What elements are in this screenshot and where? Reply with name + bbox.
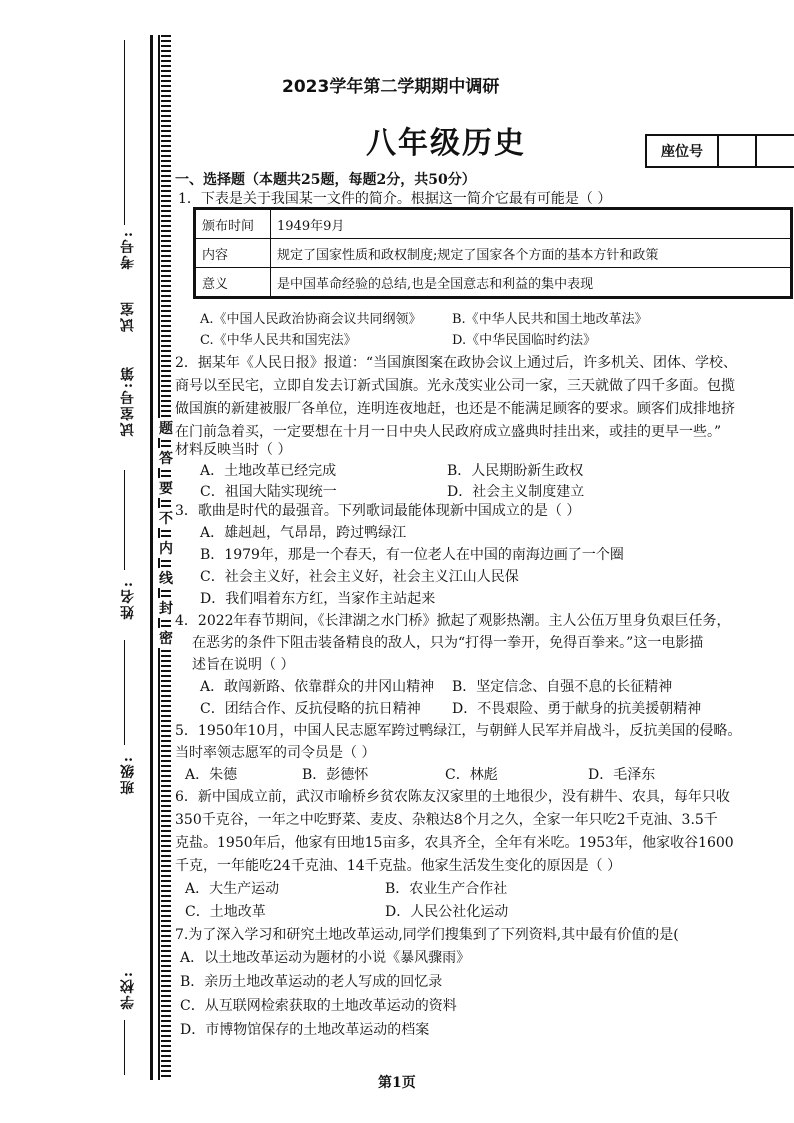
q3-option-c[interactable]: C．社会主义好，社会主义好，社会主义江山人民保 <box>200 569 519 585</box>
seal-char-7: 封 <box>155 598 177 618</box>
seat-number-label-cell: 座位号 <box>647 136 719 166</box>
q5-option-a[interactable]: A．朱德 <box>185 767 238 783</box>
q4-option-c[interactable]: C．团结合作、反抗侵略的抗日精神 <box>200 701 421 717</box>
page-number: 第1页 <box>378 1075 416 1091</box>
q4-option-b[interactable]: B．坚定信念、自强不息的长征精神 <box>452 679 673 695</box>
q6-option-b[interactable]: B．农业生产合作社 <box>385 881 508 897</box>
q6-line-3: 克盐。1950年后，他家有田地15亩多，农具齐全，全年有米吃。1953年，他家收谷1600 <box>175 835 734 851</box>
table-row <box>195 209 792 239</box>
q2-option-d[interactable]: D．社会主义制度建立 <box>447 484 585 500</box>
q3-option-a[interactable]: A．雄赳赳，气昂昂，跨过鸭绿江 <box>200 525 407 541</box>
seat-number-label: 试室号:第 <box>120 365 136 437</box>
q4-option-d[interactable]: D．不畏艰险、勇于献身的抗美援朝精神 <box>452 701 702 717</box>
room-label: 试室 <box>120 300 136 332</box>
table-value: 1949年9月 <box>271 209 792 239</box>
q2-option-a[interactable]: A．土地改革已经完成 <box>200 463 337 479</box>
table-key: 颁布时间 <box>195 209 271 239</box>
q2-option-c[interactable]: C．祖国大陆实现统一 <box>200 484 337 500</box>
q6-line-1: 6．新中国成立前，武汉市喻桥乡贫农陈友汉家里的土地很少，没有耕牛、农具，每年只收 <box>175 789 730 805</box>
q1-option-c[interactable]: C.《中华人民共和国宪法》 <box>200 333 357 348</box>
table-key: 意义 <box>195 268 271 298</box>
exam-id-line <box>124 40 125 225</box>
seal-char-1: 题 <box>155 418 177 438</box>
school-label: 学校: <box>120 970 136 1010</box>
school-line <box>124 1020 125 1075</box>
seal-char-5: 内 <box>155 538 177 558</box>
seat-number-cell-2[interactable] <box>757 136 793 166</box>
binding-line-outer <box>150 35 153 1080</box>
q2-line-5: 材料反映当时（ ） <box>175 442 292 458</box>
q1-option-d[interactable]: D.《中华民国临时约法》 <box>452 333 597 348</box>
q5-line-1: 5．1950年10月，中国人民志愿军跨过鸭绿江，与朝鲜人民军并肩战斗，反抗美国的侵略。 <box>175 723 742 739</box>
section-heading: 一、选择题（本题共25题，每题2分，共50分） <box>175 172 476 188</box>
q4-line-1: 4．2022年春节期间，《长津湖之水门桥》掀起了观影热潮。主人公伍万里身负艰巨任务， <box>175 613 731 629</box>
class-line <box>124 640 125 745</box>
q1-option-a[interactable]: A.《中国人民政治协商会议共同纲领》 <box>200 312 422 327</box>
table-key: 内容 <box>195 239 271 268</box>
q5-option-d[interactable]: D．毛泽东 <box>588 767 656 783</box>
name-line <box>124 470 125 570</box>
q3-option-d[interactable]: D．我们唱着东方红，当家作主站起来 <box>200 591 436 607</box>
seat-number-cell-1[interactable] <box>719 136 757 166</box>
q2-line-3: 做国旗的新建被服厂各单位，连明连夜地赶，也还是不能满足顾客的要求。顾客们成排地挤 <box>175 401 735 417</box>
q1-option-b[interactable]: B.《中华人民共和国土地改革法》 <box>452 312 648 327</box>
seal-char-3: 要 <box>155 478 177 498</box>
seat-number-box <box>645 134 794 168</box>
table-row <box>195 268 792 298</box>
q3-stem: 3．歌曲是时代的最强音。下列歌词最能体现新中国成立的是（ ） <box>175 503 581 519</box>
q6-option-c[interactable]: C．土地改革 <box>185 904 266 920</box>
q6-option-a[interactable]: A．大生产运动 <box>185 881 280 897</box>
table-value: 是中国革命经验的总结,也是全国意志和利益的集中表现 <box>271 268 792 298</box>
q4-line-3: 述旨在说明（ ） <box>192 657 295 673</box>
q6-line-4: 千克，一年能吃24千克油、14千克盐。他家生活发生变化的原因是（ ） <box>175 858 622 874</box>
table-value: 规定了国家性质和政权制度;规定了国家各个方面的基本方针和政策 <box>271 239 792 268</box>
q2-line-1: 2．据某年《人民日报》报道：“当国旗图案在政协会议上通过后，许多机关、团体、学校、 <box>175 355 738 371</box>
table-row <box>195 239 792 268</box>
seal-char-4: 不 <box>155 508 177 528</box>
q6-line-2: 350千克谷，一年之中吃野菜、麦皮、杂粮达8个月之久，全家一年只吃2千克油、3.5千 <box>175 812 718 828</box>
q1-stem: 1．下表是关于我国某一文件的简介。根据这一简介它最有可能是（ ） <box>178 191 612 207</box>
seal-char-8: 密 <box>155 628 177 648</box>
q5-option-b[interactable]: B．彭德怀 <box>302 767 369 783</box>
q7-option-d[interactable]: D．市博物馆保存的土地改革运动的档案 <box>180 1022 430 1038</box>
name-label: 姓名: <box>120 580 136 620</box>
seal-char-6: 线 <box>155 568 177 588</box>
q2-line-4: 在门前急着买，一定要想在十月一日中央人民政府成立盛典时挂出来，或挂的更早一些。” <box>175 424 722 440</box>
q1-info-table <box>193 207 793 299</box>
q5-line-2: 当时率领志愿军的司令员是（ ） <box>175 745 376 761</box>
q3-option-b[interactable]: B．1979年，那是一个春天，有一位老人在中国的南海边画了一个圈 <box>200 547 624 563</box>
q2-line-2: 商号以至民宅，立即自发去订新式国旗。光永茂实业公司一家，三天就做了四千多面。包揽 <box>175 378 735 394</box>
q7-option-c[interactable]: C．从互联网检索获取的土地改革运动的资料 <box>180 998 457 1014</box>
q7-option-a[interactable]: A．以土地改革运动为题材的小说《暴风骤雨》 <box>180 950 471 966</box>
exam-id-label: 考号: <box>120 230 136 270</box>
q5-option-c[interactable]: C．林彪 <box>445 767 498 783</box>
exam-title: 2023学年第二学期期中调研 <box>282 77 500 97</box>
class-label: 班级: <box>120 755 136 795</box>
q2-option-b[interactable]: B．人民期盼新生政权 <box>447 463 584 479</box>
seal-char-2: 答 <box>155 448 177 468</box>
q4-line-2: 在恶劣的条件下阻击装备精良的敌人，只为“打得一拳开，免得百拳来。”这一电影描 <box>192 635 704 651</box>
q7-option-b[interactable]: B．亲历土地改革运动的老人写成的回忆录 <box>180 974 443 990</box>
q4-option-a[interactable]: A．敢闯新路、依靠群众的井冈山精神 <box>200 679 435 695</box>
q6-option-d[interactable]: D．人民公社化运动 <box>385 904 509 920</box>
q7-stem: 7.为了深入学习和研究土地改革运动,同学们搜集到了下列资料,其中最有价值的是( <box>175 927 679 943</box>
subject-title: 八年级历史 <box>366 126 526 161</box>
